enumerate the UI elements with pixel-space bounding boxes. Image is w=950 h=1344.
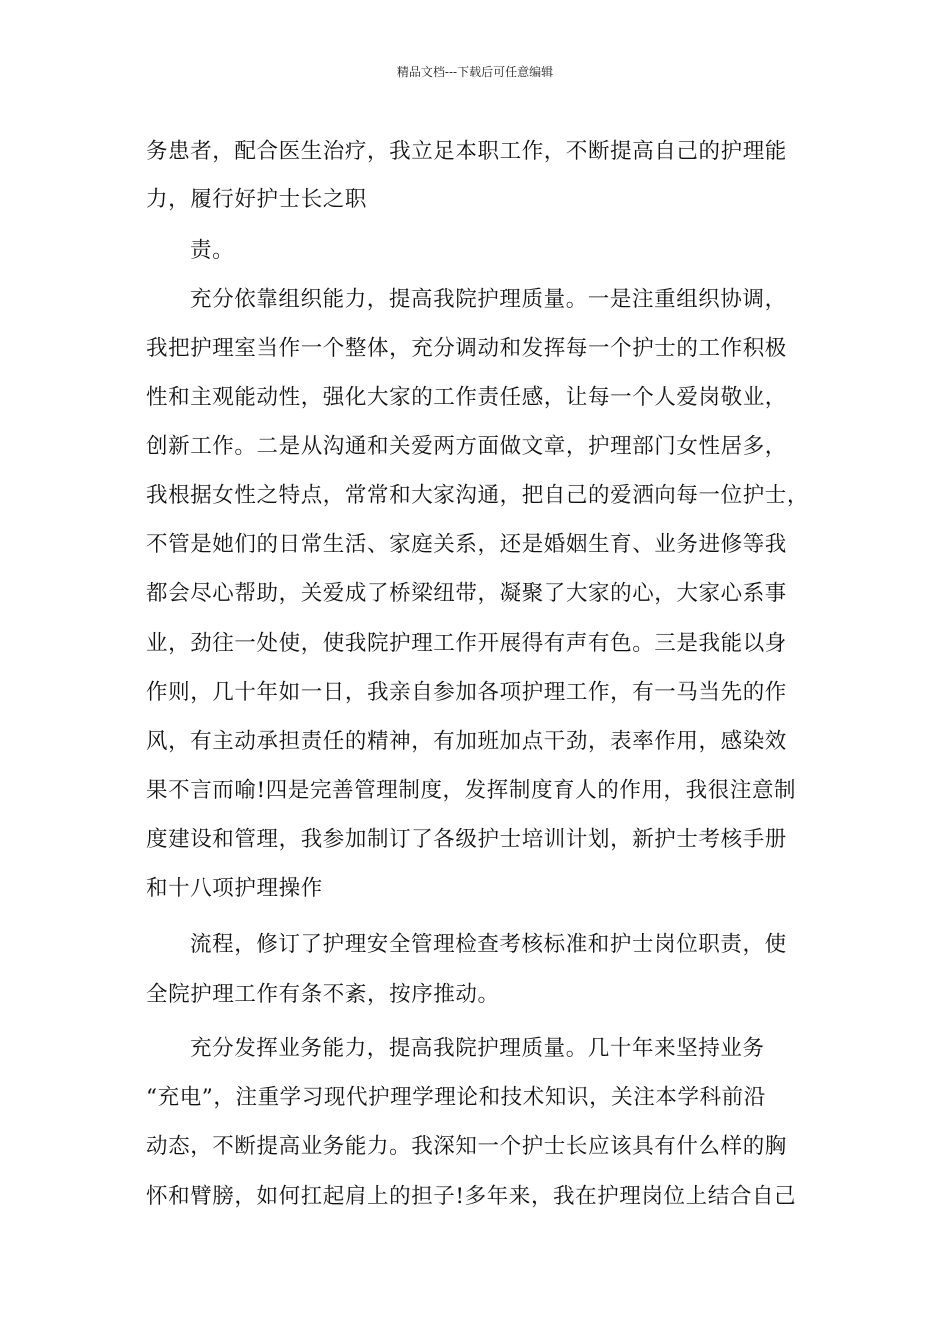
page-header: 精品文档---下载后可任意编辑 <box>396 65 554 79</box>
text-line: 责。 <box>190 238 235 263</box>
text-line: 都会尽心帮助，关爱成了桥梁纽带，凝聚了大家的心，大家心系事 <box>146 581 787 606</box>
text-line: 动态，不断提高业务能力。我深知一个护士长应该具有什么样的胸 <box>146 1134 787 1159</box>
text-line: 作则，几十年如一日，我亲自参加各项护理工作，有一马当先的作 <box>146 680 787 705</box>
paragraph-first-line: 流程，修订了护理安全管理检查考核标准和护士岗位职责，使 <box>190 932 787 957</box>
text-line: 性和主观能动性，强化大家的工作责任感，让每一个人爱岗敬业， <box>146 385 787 410</box>
text-line: 度建设和管理，我参加制订了各级护士培训计划，新护士考核手册 <box>146 827 787 852</box>
text-line: 不管是她们的日常生活、家庭关系，还是婚姻生育、业务进修等我 <box>146 532 787 557</box>
paragraph-first-line: 充分发挥业务能力，提高我院护理质量。几十年来坚持业务 <box>190 1036 765 1061</box>
text-line: 业，劲往一处使，使我院护理工作开展得有声有色。三是我能以身 <box>146 631 787 656</box>
text-line: 创新工作。二是从沟通和关爱两方面做文章，护理部门女性居多， <box>146 434 787 459</box>
text-line: 我把护理室当作一个整体，充分调动和发挥每一个护士的工作积极 <box>146 336 787 361</box>
text-line: 我根据女性之特点，常常和大家沟通，把自己的爱洒向每一位护士， <box>146 483 810 508</box>
text-line: 务患者，配合医生治疗，我立足本职工作，不断提高自己的护理能 <box>146 139 787 164</box>
text-line: 果不言而喻!四是完善管理制度，发挥制度育人的作用，我很注意制 <box>146 778 797 803</box>
text-line: 全院护理工作有条不紊，按序推动。 <box>146 982 500 1007</box>
text-line: 力，履行好护士长之职 <box>146 187 368 212</box>
text-line: “充电”，注重学习现代护理学理论和技术知识，关注本学科前沿 <box>146 1085 766 1110</box>
text-line: 风，有主动承担责任的精神，有加班加点干劲，表率作用，感染效 <box>146 729 787 754</box>
paragraph-first-line: 充分依靠组织能力，提高我院护理质量。一是注重组织协调， <box>190 287 787 312</box>
text-line: 和十八项护理操作 <box>146 876 323 901</box>
text-line: 怀和臂膀，如何扛起肩上的担子!多年来，我在护理岗位上结合自己 <box>146 1184 797 1209</box>
